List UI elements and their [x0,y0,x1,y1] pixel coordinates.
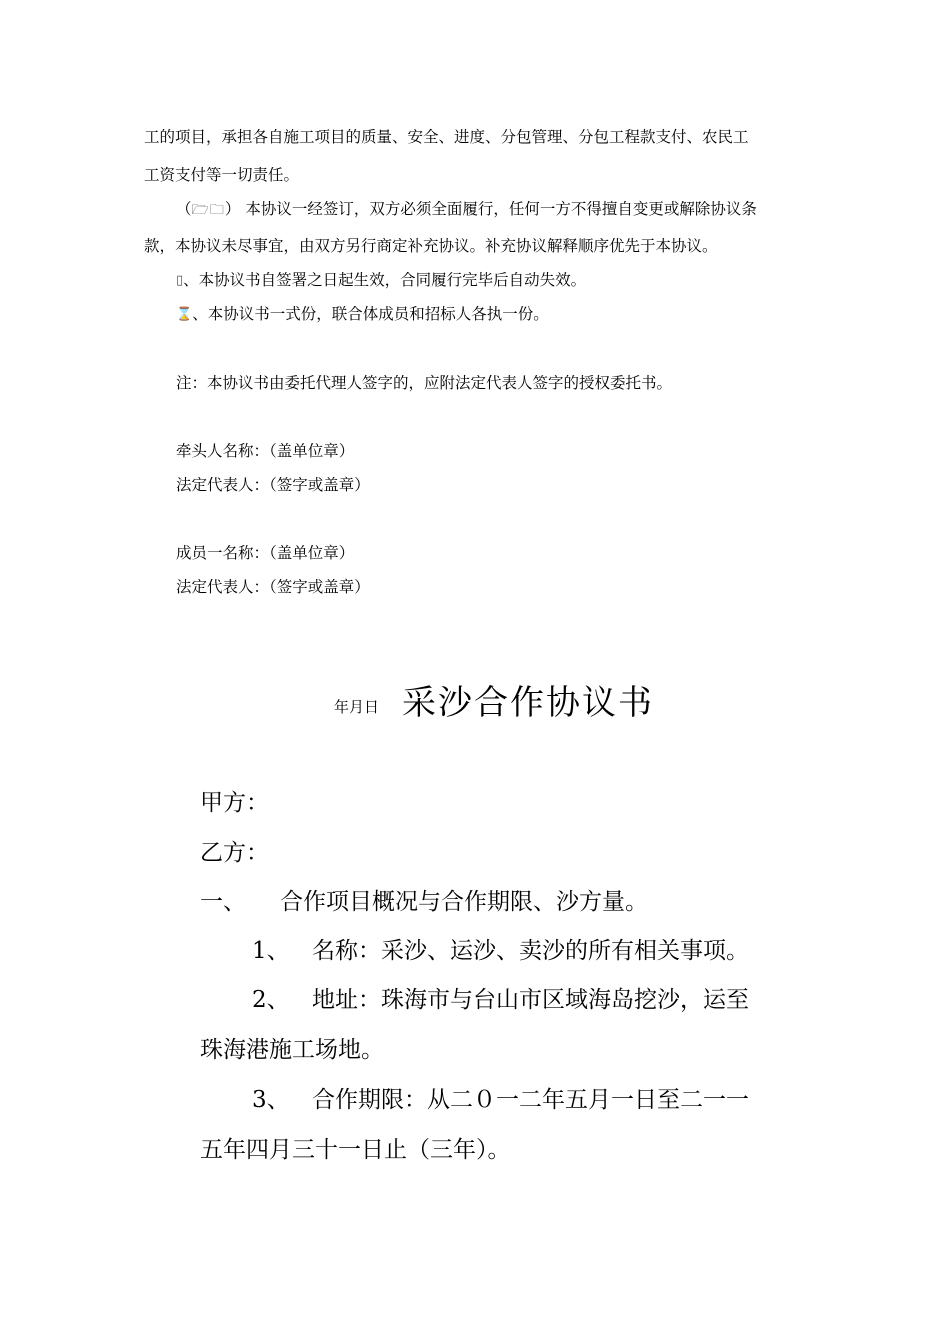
clause-text: 、本协议书自签署之日起生效，合同履行完毕后自动失效。 [183,271,587,289]
item-text: 合作期限：从二０一二年五月一日至二一一 [312,1087,749,1113]
field-value: （签字或盖章） [269,578,370,596]
paragraph-line: 工资支付等一切责任。 [144,166,300,184]
item-text: 地址：珠海市与台山市区域海岛挖沙，运至 [312,987,749,1013]
section-number: 一、 [200,889,246,915]
member-rep-line [176,577,370,597]
field-label: 法定代表人： [176,476,270,494]
field-label: 成员一名称： [176,544,270,562]
item-text: 名称：采沙、运沙、卖沙的所有相关事项。 [312,938,749,964]
item-number: 3、 [252,1087,290,1113]
clause-text: 、本协议书一式份，联合体成员和招标人各执一份。 [192,305,549,323]
date-placeholder: 年月日 [334,698,380,716]
list-item [252,985,749,1015]
hourglass-icon: ⌛ [176,307,193,322]
missing-glyph-icon: ▯ [176,273,184,288]
field-label: 法定代表人： [176,578,270,596]
document-title: 采沙合作协议书 [402,683,654,723]
lead-rep-line [176,475,370,495]
list-item-continuation: 五年四月三十一日止（三年）。 [200,1137,511,1163]
section-text: 合作项目概况与合作期限、沙方量。 [280,889,648,915]
list-item [252,1085,749,1115]
field-value: （签字或盖章） [269,476,370,494]
note: 注：本协议书由委托代理人签字的，应附法定代表人签字的授权委托书。 [176,374,673,392]
open-paren: （ [176,200,192,218]
list-item [252,936,749,966]
party-a: 甲方： [200,790,269,816]
clause-copies [176,304,549,326]
section-heading [200,887,648,917]
clause-effective [176,270,586,292]
field-value: （盖单位章） [269,544,355,562]
paragraph-text: 本协议一经签订，双方必须全面履行，任何一方不得擅自变更或解除协议条 [245,200,757,218]
item-number: 1、 [252,938,290,964]
paragraph-line: 款，本协议未尽事宜，由双方另行商定补充协议。补充协议解释顺序优先于本协议。 [144,237,718,255]
paragraph-line: 工的项目，承担各自施工项目的质量、安全、进度、分包管理、分包工程款支付、农民工 [144,128,749,146]
list-item-continuation: 珠海港施工场地。 [200,1037,384,1063]
party-b: 乙方： [200,840,269,866]
member-name-line [176,543,354,563]
item-number: 2、 [252,987,290,1013]
field-label: 牵头人名称： [176,442,270,460]
field-value: （盖单位章） [269,442,355,460]
lead-name-line [176,441,354,461]
folder-icon: 🗁🗀 [191,202,225,218]
close-paren: ） [224,200,241,218]
paragraph-line [176,199,757,220]
